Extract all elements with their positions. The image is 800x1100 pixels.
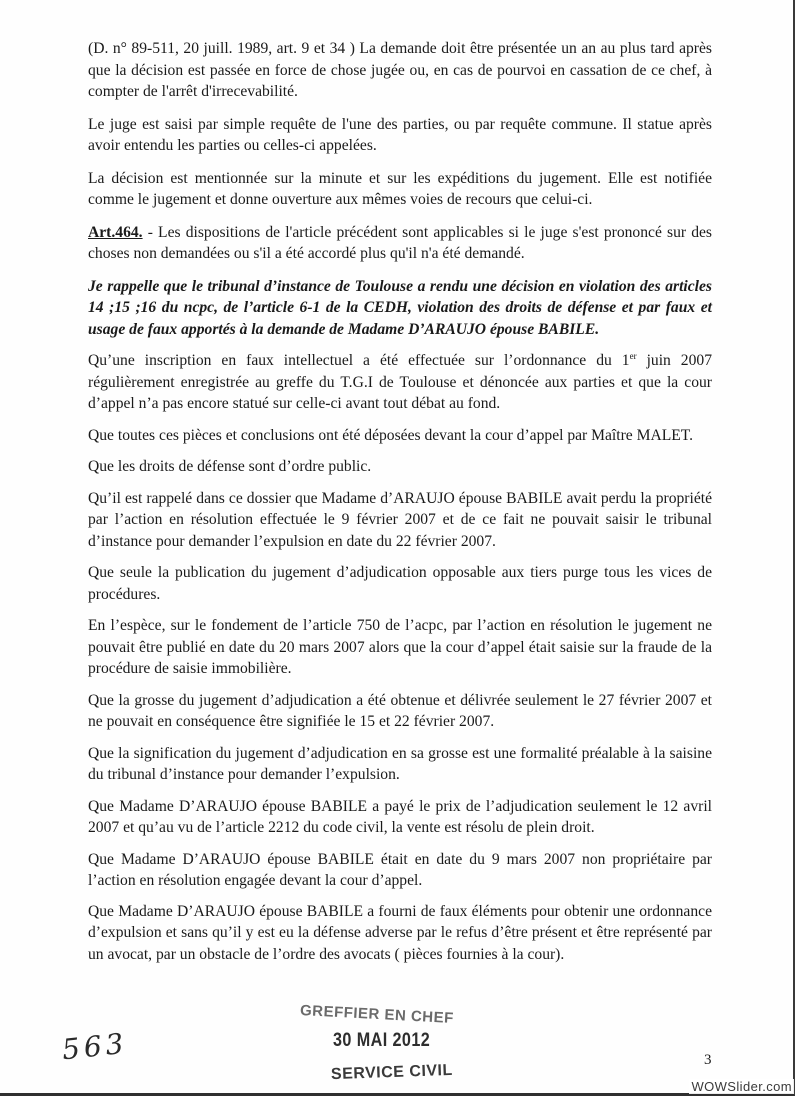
page-number: 3 [704,1052,712,1068]
paragraph-publication: Que seule la publication du jugement d’adjudication opposable aux tiers purge tous les vices de procédures. [88,564,712,603]
handwritten-number: 563 [60,1026,129,1067]
stamp-date: 30 MAI 2012 [333,1030,431,1051]
paragraph-rappel-dossier: Qu’il est rappelé dans ce dossier que Madame d’ARAUJO épouse BABILE avait perdu la propriété par l’action en résolution effectuée le 9 février 2007 et de ce fait ne pouvait saisir le tribunal d’instance pour demander l’expulsion en date du 22 février 2007. [88,489,712,550]
article-text: - Les dispositions de l'article précédent sont applicables si le juge s'est prononcé sur des choses non demandées ou s'il a été accordé plus qu'il n'a été demandé. [88,223,712,262]
paragraph-rappel-bold: Je rappelle que le tribunal d’instance de Toulouse a rendu une décision en violation des articles 14 ;15 ;16 du ncpc, de l’article 6-1 de la CEDH, violation des droits de défense et par faux et usage de faux apportés à la demande de Madame D’ARAUJO épouse BABILE. [88,277,712,338]
paragraph-decision-mentionnee: La décision est mentionnée sur la minute et sur les expéditions du jugement. Elle est notifiée comme le jugement et donne ouverture aux mêmes voies de recours que celui-ci. [88,169,712,208]
watermark: WOWSlider.com [691,1079,792,1094]
stamp-greffier: GREFFIER EN CHEF [299,1001,455,1028]
paragraph-faux-elements: Que Madame D’ARAUJO épouse BABILE a fourni de faux éléments pour obtenir une ordonnance d’expulsion et sans qu’il y est eu la défense adverse par le refus d’être présent et être représenté par un avocat, par un obstacle de l’ordre des avocats ( pièces fournies à la cour). [88,902,712,963]
article-label: Art.464. [88,223,143,241]
superscript-er: er [629,350,637,361]
paragraph-decree-reference: (D. n° 89-511, 20 juill. 1989, art. 9 et 34 ) La demande doit être présentée un an au plus tard après que la décision est passée en force de chose jugée ou, en cas de pourvoi en cassation de ce chef, à compter de l'arrêt d'irrecevabilité. [88,40,712,100]
paragraph-non-proprietaire: Que Madame D’ARAUJO épouse BABILE était en date du 9 mars 2007 non propriétaire par l’action en résolution engagée devant la cour d’appel. [88,850,712,889]
paragraph-prix-adjudication: Que Madame D’ARAUJO épouse BABILE a payé le prix de l’adjudication seulement le 12 avril 2007 et qu’au vu de l’article 2212 du code civil, la vente est résolu de plein droit. [88,797,712,836]
document-body [88,38,712,965]
paragraph-inscription-faux [88,350,712,415]
paragraph-juge-saisi: Le juge est saisi par simple requête de l'une des parties, ou par requête commune. Il statue après avoir entendu les parties ou celles-ci appelées. [88,115,712,154]
paragraph-article-464 [88,222,712,265]
paragraph-signification: Que la signification du jugement d’adjudication en sa grosse est une formalité préalable à la saisine du tribunal d’instance pour demander l’expulsion. [88,744,712,783]
text-segment: juin 2007 régulièrement enregistrée au greffe du T.G.I de Toulouse et dénoncée aux parties et que la cour d’appel n’a pas encore statué sur celle-ci avant tout débat au fond. [88,352,712,412]
paragraph-pieces-deposees: Que toutes ces pièces et conclusions ont été déposées devant la cour d’appel par Maître MALET. [88,426,694,444]
paragraph-grosse: Que la grosse du jugement d’adjudication a été obtenue et délivrée seulement le 27 février 2007 et ne pouvait en conséquence être signifiée le 15 et 22 février 2007. [88,691,712,730]
text-segment: Qu’une inscription en faux intellectuel a été effectuée sur l’ordonnance du 1 [88,352,630,369]
paragraph-espece: En l’espèce, sur le fondement de l’article 750 de l’acpc, par l’action en résolution le jugement ne pouvait être publié en date du 20 mars 2007 alors que la cour d’appel était saisie sur la fraude de la procédure de saisie immobilière. [88,617,712,677]
stamp-service-civil: SERVICE CIVIL [330,1061,454,1084]
paragraph-droits-defense: Que les droits de défense sont d’ordre public. [88,458,372,475]
